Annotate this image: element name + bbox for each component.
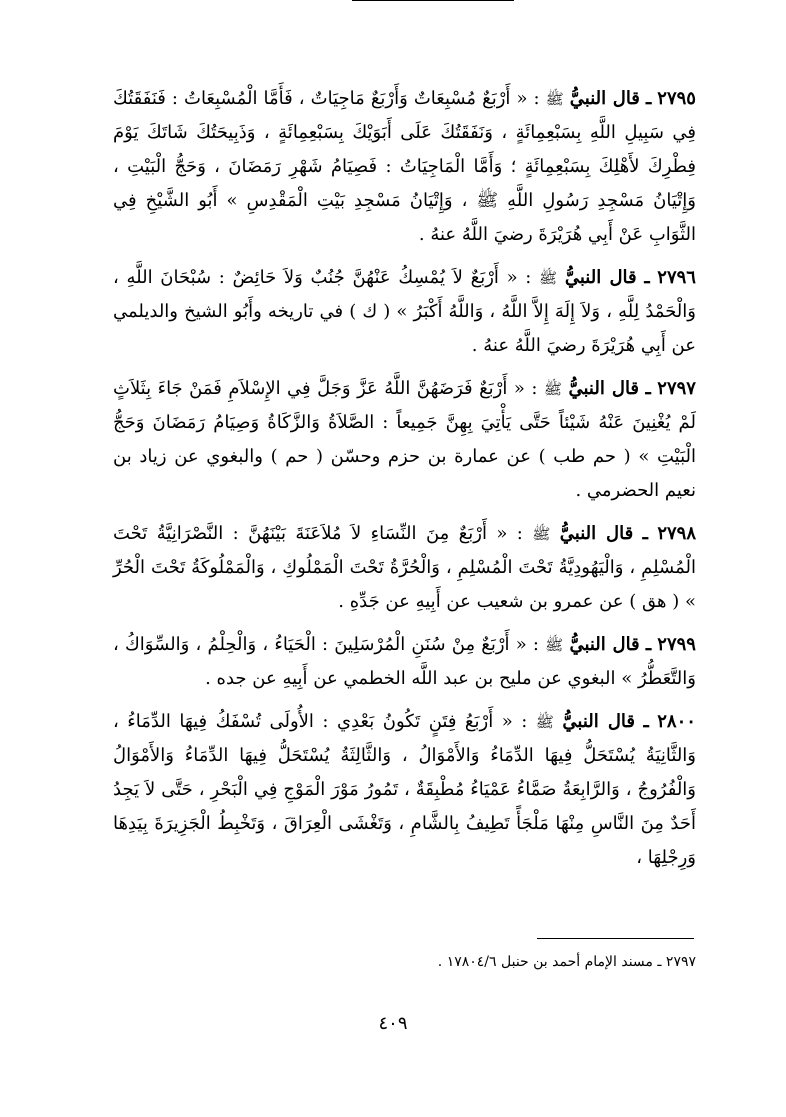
hadith-number: ٢٨٠٠ xyxy=(657,711,696,732)
hadith-text: : « أَرْبَعٌ مِنَ النِّسَاءِ لاَ مُلاَعَنَةَ بَيْنَهُنَّ : النَّصْرَانِيَّةُ تَحْتَ الْمُسْلِمِ ، وَالْيَهُودِيَّةُ تَحْتَ الْمُسْلِمِ ، وَالْحُرَّةُ تَحْتَ الْمَمْلُوكِ ، وَالْمَمْلُوكَةُ تَحْتَ الْحُرِّ » ( هق ) عن عمرو بن شعيب عن أَبِيهِ عن جَدِّهِ . xyxy=(113,523,696,612)
salla-glyph: ﷺ xyxy=(539,269,558,287)
hadith-said: قال النبيُّ xyxy=(568,378,640,399)
salla-glyph: ﷺ xyxy=(535,713,554,731)
hadith-2796: ٢٧٩٦ ـ قال النبيُّ ﷺ : « أَرْبَعٌ لاَ يُمْسِكُ عَنْهُنَّ جُنُبٌ وَلاَ حَائِضٌ : سُبْحَانَ اللَّهِ ، وَالْحَمْدُ لِلَّهِ ، وَلاَ إِلَهَ إِلاَّ اللَّهُ ، وَاللَّهُ أَكْبَرُ » ( ك ) في تاريخه وأَبُو الشيخ والديلمي عن أَبِي هُرَيْرَةَ رضيَ اللَّهُ عنهُ . xyxy=(113,267,696,356)
hadith-2795: ٢٧٩٥ ـ قال النبيُّ ﷺ : « أَرْبَعٌ مُسْبِعَاتٌ وَأَرْبَعٌ مَاجِيَاتٌ ، فَأَمَّا الْمُسْبِعَاتُ : فَنَفَقَتُكَ فِي سَبِيلِ اللَّهِ بِسَبْعِمِائَةٍ ، وَنَفَقَتُكَ عَلَى أَبَوَيْكَ بِسَبْعِمِائَةٍ ، وَذَبِيحَتُكَ شَاتَكَ يَوْمَ فِطْرِكَ لأَهْلِكَ بِسَبْعِمِائَةٍ ؛ وَأَمَّا الْمَاجِيَاتُ : فَصِيَامُ شَهْرِ رَمَضَانَ ، وَحَجُّ الْبَيْتِ ، وَإِتْيَانُ مَسْجِدِ رَسُولِ اللَّهِ ﷺ ، وَإِتْيَانُ مَسْجِدِ بَيْتِ الْمَقْدِسِ » أَبُو الشَّيْخِ فِي الثَّوَابِ عَنْ أَبِي هُرَيْرَةَ رضيَ اللَّهُ عنهُ . xyxy=(113,88,697,245)
hadith-2797: ٢٧٩٧ ـ قال النبيُّ ﷺ : « أَرْبَعٌ فَرَضَهُنَّ اللَّهُ عَزَّ وَجَلَّ فِي الإِسْلاَمِ فَمَنْ جَاءَ بِثَلاَثٍ لَمْ يُغْنِينَ عَنْهُ شَيْئاً حَتَّى يَأْتِيَ بِهِنَّ جَمِيعاً : الصَّلاَةُ وَالزَّكَاةُ وَصِيَامُ رَمَضَانَ وَحَجُّ الْبَيْتِ » ( حم طب ) عن عمارة بن حزم وحسّن ( حم ) والبغوي عن زياد بن نعيم الحضرمي . xyxy=(113,378,696,501)
hadith-said: قال النبيُّ xyxy=(569,88,640,109)
hadith-said: قال النبيُّ xyxy=(559,523,634,544)
salla-glyph: ﷺ xyxy=(545,636,564,654)
salla-glyph: ﷺ xyxy=(543,380,563,398)
hadith-text: : « أَرْبَعٌ لاَ يُمْسِكُ عَنْهُنَّ جُنُبٌ وَلاَ حَائِضٌ : سُبْحَانَ اللَّهِ ، وَالْحَمْدُ لِلَّهِ ، وَلاَ إِلَهَ إِلاَّ اللَّهُ ، وَاللَّهُ أَكْبَرُ » ( ك ) في تاريخه وأَبُو الشيخ والديلمي عن أَبِي هُرَيْرَةَ رضيَ اللَّهُ عنهُ . xyxy=(113,267,696,356)
hadith-2800: ٢٨٠٠ ـ قال النبيُّ ﷺ : « أَرْبَعُ فِتَنٍ تَكُونُ بَعْدِي : الأُولَى تُسْفَكُ فِيهَا الدِّمَاءُ ، وَالثَّانِيَةُ يُسْتَحَلُّ فِيهَا الدِّمَاءُ وَالأَمْوَالُ ، وَالثَّالِثَةُ يُسْتَحَلُّ فِيهَا الدِّمَاءُ وَالأَمْوَالُ وَالْفُرُوجُ ، وَالرَّابِعَةُ صَمَّاءُ عَمْيَاءُ مُطْبِقَةٌ ، تَمُورُ مَوْرَ الْمَوْجِ فِي الْبَحْرِ ، حَتَّى لاَ يَجِدُ أَحَدٌ مِنَ النَّاسِ مِنْهَا مَلْجَأً تَطِيفُ بِالشَّامِ ، وَتَغْشَى الْعِرَاقَ ، وَتَخْبِطُ الْجَزِيرَةَ بِيَدِهَا وَرِجْلِهَا ، xyxy=(113,711,696,868)
page-number: ٤٠٩ xyxy=(378,1013,408,1034)
hadith-text: : « أَرْبَعٌ فَرَضَهُنَّ اللَّهُ عَزَّ وَجَلَّ فِي الإِسْلاَمِ فَمَنْ جَاءَ بِثَلاَثٍ لَمْ يُغْنِينَ عَنْهُ شَيْئاً حَتَّى يَأْتِيَ بِهِنَّ جَمِيعاً : الصَّلاَةُ وَالزَّكَاةُ وَصِيَامُ رَمَضَانَ وَحَجُّ الْبَيْتِ » ( حم طب ) عن عمارة بن حزم وحسّن ( حم ) والبغوي عن زياد بن نعيم الحضرمي . xyxy=(113,378,696,501)
hadith-text: : « أَرْبَعُ فِتَنٍ تَكُونُ بَعْدِي : الأُولَى تُسْفَكُ فِيهَا الدِّمَاءُ ، وَالثَّانِيَةُ يُسْتَحَلُّ فِيهَا الدِّمَاءُ وَالأَمْوَالُ ، وَالثَّالِثَةُ يُسْتَحَلُّ فِيهَا الدِّمَاءُ وَالأَمْوَالُ وَالْفُرُوجُ ، وَالرَّابِعَةُ صَمَّاءُ عَمْيَاءُ مُطْبِقَةٌ ، تَمُورُ مَوْرَ الْمَوْجِ فِي الْبَحْرِ ، حَتَّى لاَ يَجِدُ أَحَدٌ مِنَ النَّاسِ مِنْهَا مَلْجَأً تَطِيفُ بِالشَّامِ ، وَتَغْشَى الْعِرَاقَ ، وَتَخْبِطُ الْجَزِيرَةَ بِيَدِهَا وَرِجْلِهَا ، xyxy=(113,711,696,868)
hadith-text: : « أَرْبَعٌ مِنْ سُنَنِ الْمُرْسَلِينَ : الْحَيَاءُ ، وَالْحِلْمُ ، وَالسِّوَاكُ ، وَالتَّعَطُّرُ » البغوي عن مليح بن عبد اللَّه الخطمي عن أَبِيهِ عن جده . xyxy=(113,634,696,689)
hadith-number: ٢٧٩٨ xyxy=(657,523,696,544)
hadith-number: ٢٧٩٩ xyxy=(657,634,696,655)
salla-glyph: ﷺ xyxy=(545,90,564,108)
top-rule xyxy=(352,0,514,1)
salla-glyph: ﷺ xyxy=(532,525,551,543)
footnote: ٢٧٩٧ ـ مسند الإمام أحمد بن حنبل ١٧٨٠٤/٦ . xyxy=(437,954,696,970)
hadith-text: : « أَرْبَعٌ مُسْبِعَاتٌ وَأَرْبَعٌ مَاجِيَاتٌ ، فَأَمَّا الْمُسْبِعَاتُ : فَنَفَقَتُكَ فِي سَبِيلِ اللَّهِ بِسَبْعِمِائَةٍ ، وَنَفَقَتُكَ عَلَى أَبَوَيْكَ بِسَبْعِمِائَةٍ ، وَذَبِيحَتُكَ شَاتَكَ يَوْمَ فِطْرِكَ لأَهْلِكَ بِسَبْعِمِائَةٍ ؛ وَأَمَّا الْمَاجِيَاتُ : فَصِيَامُ شَهْرِ رَمَضَانَ ، وَحَجُّ الْبَيْتِ ، وَإِتْيَانُ مَسْجِدِ رَسُولِ اللَّهِ ﷺ ، وَإِتْيَانُ مَسْجِدِ بَيْتِ الْمَقْدِسِ » أَبُو الشَّيْخِ فِي الثَّوَابِ عَنْ أَبِي هُرَيْرَةَ رضيَ اللَّهُ عنهُ . xyxy=(113,88,697,245)
footnote-rule xyxy=(537,938,694,939)
hadith-number: ٢٧٩٧ xyxy=(657,378,696,399)
page-body xyxy=(113,82,696,884)
hadith-2798: ٢٧٩٨ ـ قال النبيُّ ﷺ : « أَرْبَعٌ مِنَ النِّسَاءِ لاَ مُلاَعَنَةَ بَيْنَهُنَّ : النَّصْرَانِيَّةُ تَحْتَ الْمُسْلِمِ ، وَالْيَهُودِيَّةُ تَحْتَ الْمُسْلِمِ ، وَالْحُرَّةُ تَحْتَ الْمَمْلُوكِ ، وَالْمَمْلُوكَةُ تَحْتَ الْحُرِّ » ( هق ) عن عمرو بن شعيب عن أَبِيهِ عن جَدِّهِ . xyxy=(113,523,696,612)
hadith-said: قال النبيُّ xyxy=(569,634,640,655)
hadith-said: قال النبيُّ xyxy=(562,711,635,732)
hadith-2799: ٢٧٩٩ ـ قال النبيُّ ﷺ : « أَرْبَعٌ مِنْ سُنَنِ الْمُرْسَلِينَ : الْحَيَاءُ ، وَالْحِلْمُ ، وَالسِّوَاكُ ، وَالتَّعَطُّرُ » البغوي عن مليح بن عبد اللَّه الخطمي عن أَبِيهِ عن جده . xyxy=(113,634,696,689)
hadith-said: قال النبيُّ xyxy=(564,267,637,288)
hadith-number: ٢٧٩٥ xyxy=(657,88,696,109)
hadith-number: ٢٧٩٦ xyxy=(657,267,696,288)
